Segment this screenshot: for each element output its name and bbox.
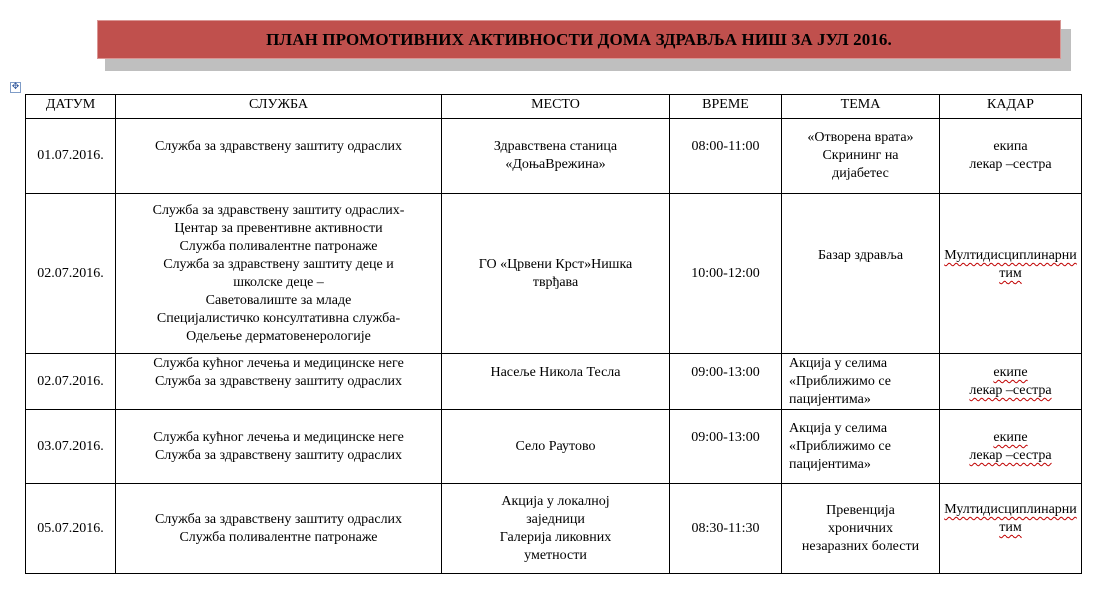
- title-banner: [97, 20, 1061, 59]
- row-date: 05.07.2016.: [26, 484, 116, 574]
- header-staff: КАДАР: [940, 95, 1082, 119]
- row-time: 09:00-13:00: [670, 410, 782, 484]
- table-header-row: [26, 95, 1082, 119]
- header-date: ДАТУМ: [26, 95, 116, 119]
- row-topic: Базар здравља: [782, 194, 940, 354]
- row-time: 10:00-12:00: [670, 194, 782, 354]
- row-staff: екипе лекар –сестра: [940, 354, 1082, 410]
- table-row: [26, 484, 1082, 574]
- page-title: ПЛАН ПРОМОТИВНИХ АКТИВНОСТИ ДОМА ЗДРАВЉА НИШ ЗА ЈУЛ 2016.: [266, 29, 892, 49]
- move-anchor-icon[interactable]: ✥: [11, 82, 20, 92]
- row-time: 08:00-11:00: [670, 119, 782, 194]
- row-service: Служба кућног лечења и медицинске неге Служба за здравствену заштиту одраслих: [116, 354, 442, 410]
- row-place: Насеље Никола Тесла: [442, 354, 670, 410]
- row-date: 03.07.2016.: [26, 410, 116, 484]
- row-service: Служба за здравствену заштиту одраслих- Центар за превентивне активности Служба поливалентне патронаже Служба за здравствену заштиту деце и школске деце – Саветовалиште за младе Специјалистичко консултативна служба- Одељење дерматовенерологије: [116, 194, 442, 354]
- header-topic: ТЕМА: [782, 95, 940, 119]
- row-time: 09:00-13:00: [670, 354, 782, 410]
- row-date: 02.07.2016.: [26, 194, 116, 354]
- row-date: 01.07.2016.: [26, 119, 116, 194]
- row-topic: «Отворена врата» Скрининг на дијабетес: [782, 119, 940, 194]
- row-place: Здравствена станица «ДоњаВрежина»: [442, 119, 670, 194]
- row-staff: екипа лекар –сестра: [940, 119, 1082, 194]
- row-service: Служба за здравствену заштиту одраслих Служба поливалентне патронаже: [116, 484, 442, 574]
- row-place: Акција у локалној заједници Галерија ликовних уметности: [442, 484, 670, 574]
- row-place: ГО «Црвени Крст»Нишка тврђава: [442, 194, 670, 354]
- row-topic: Акција у селима «Приближимо се пацијентима»: [782, 354, 940, 410]
- header-service: СЛУЖБА: [116, 95, 442, 119]
- row-date: 02.07.2016.: [26, 354, 116, 410]
- row-service: Служба кућног лечења и медицинске неге Служба за здравствену заштиту одраслих: [116, 410, 442, 484]
- header-place: МЕСТО: [442, 95, 670, 119]
- row-topic: Акција у селима «Приближимо се пацијентима»: [782, 410, 940, 484]
- row-place: Село Раутово: [442, 410, 670, 484]
- row-staff: екипе лекар –сестра: [940, 410, 1082, 484]
- table-row: [26, 354, 1082, 410]
- row-staff: Мултидисциплинарни тим: [940, 194, 1082, 354]
- row-staff: Мултидисциплинарни тим: [940, 484, 1082, 574]
- table-row: [26, 194, 1082, 354]
- table-row: [26, 410, 1082, 484]
- row-topic: Превенција хроничних незаразних болести: [782, 484, 940, 574]
- row-service: Служба за здравствену заштиту одраслих: [116, 119, 442, 194]
- table-row: [26, 119, 1082, 194]
- header-time: ВРЕМЕ: [670, 95, 782, 119]
- activity-plan-table: [25, 94, 1082, 574]
- row-time: 08:30-11:30: [670, 484, 782, 574]
